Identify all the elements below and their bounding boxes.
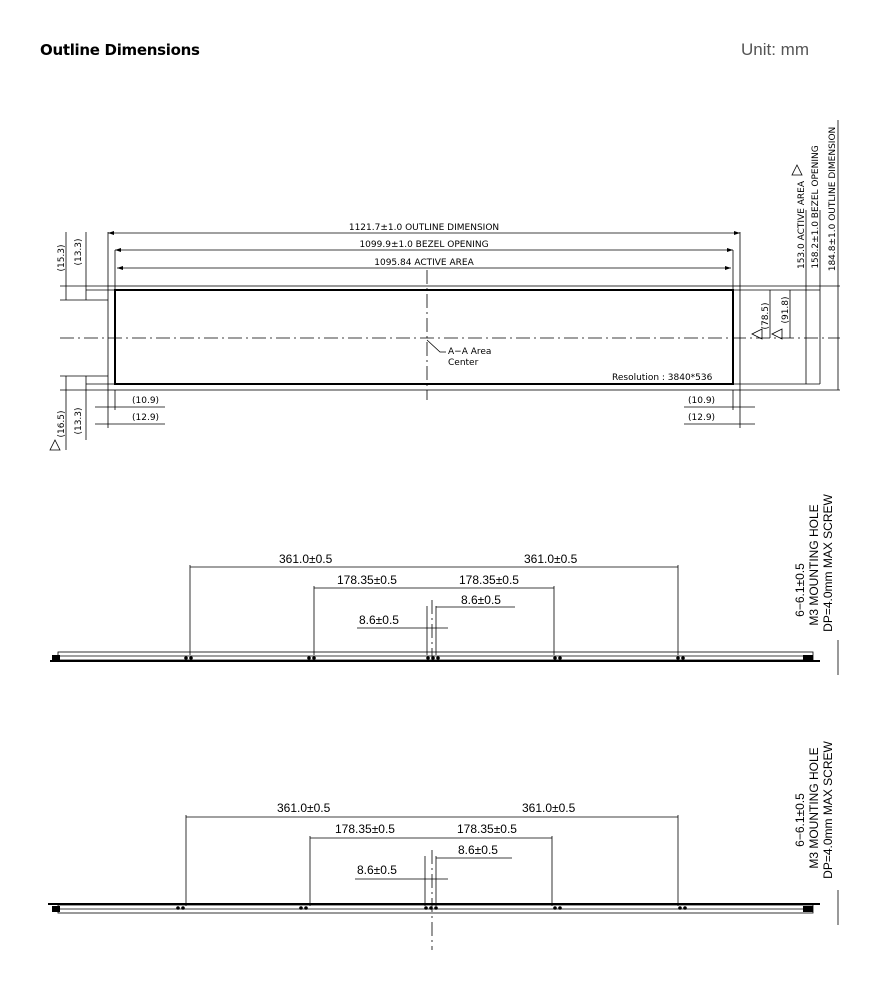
dim-361-left: 361.0±0.5 — [277, 801, 331, 815]
area-center-label-2: Center — [448, 358, 479, 368]
outline-dimension-text: 1121.7±1.0 OUTLINE DIMENSION — [348, 223, 500, 233]
dim-361-right: 361.0±0.5 — [522, 801, 576, 815]
page-title: Outline Dimensions — [40, 41, 200, 59]
left-bottom-dim-2: (13.3) — [74, 407, 84, 435]
mounting-note-1: 6−6.1±0.5 — [793, 563, 807, 617]
area-center-label: A−A Area — [448, 347, 492, 357]
mounting-note-1: 6−6.1±0.5 — [793, 793, 807, 847]
right-inner-dim-2: (91.8) — [781, 296, 791, 324]
bottom-right-dim-2: (12.9) — [688, 413, 716, 423]
resolution-label: Resolution : 3840*536 — [612, 373, 713, 383]
triangle-marker — [50, 440, 60, 450]
dim-178-right: 178.35±0.5 — [459, 573, 519, 587]
left-top-dim-2: (13.3) — [74, 238, 84, 266]
mounting-note-2: M3 MOUNTING HOLE — [807, 504, 821, 626]
bezel-opening-text: 1099.9±1.0 BEZEL OPENING — [359, 240, 489, 250]
vertical-active-area-text: 153.0 ACTIVE AREA — [797, 180, 807, 270]
left-top-dim-1: (15.3) — [57, 244, 67, 272]
unit-label: Unit: mm — [741, 40, 809, 59]
side-view-1 — [50, 493, 838, 675]
side-view-2 — [48, 740, 838, 950]
active-area-rect — [115, 290, 733, 384]
right-inner-dim-1: (78.5) — [761, 302, 771, 330]
bottom-right-dim-1: (10.9) — [688, 396, 716, 406]
vertical-outline-text: 184.8±1.0 OUTLINE DIMENSION — [828, 126, 838, 272]
dim-8.6-lower: 8.6±0.5 — [357, 863, 397, 877]
top-view — [50, 120, 840, 450]
mounting-note-3: DP=4.0mm MAX SCREW — [821, 741, 835, 879]
dim-361-left: 361.0±0.5 — [279, 552, 333, 566]
mounting-note-3: DP=4.0mm MAX SCREW — [821, 494, 835, 632]
mounting-note-2: M3 MOUNTING HOLE — [807, 747, 821, 869]
left-bottom-dim-1: (16.5) — [57, 410, 67, 438]
dim-8.6-upper: 8.6±0.5 — [458, 843, 498, 857]
active-area-text: 1095.84 ACTIVE AREA — [374, 258, 474, 268]
dim-8.6-upper: 8.6±0.5 — [461, 593, 501, 607]
dim-178-left: 178.35±0.5 — [337, 573, 397, 587]
dim-8.6-lower: 8.6±0.5 — [359, 613, 399, 627]
vertical-bezel-text: 158.2±1.0 BEZEL OPENING — [811, 145, 821, 269]
mounting-holes — [184, 656, 685, 660]
dim-361-right: 361.0±0.5 — [524, 552, 578, 566]
bottom-left-dim-2: (12.9) — [132, 413, 160, 423]
dim-178-left: 178.35±0.5 — [335, 822, 395, 836]
bottom-left-dim-1: (10.9) — [132, 396, 160, 406]
dim-178-right: 178.35±0.5 — [457, 822, 517, 836]
